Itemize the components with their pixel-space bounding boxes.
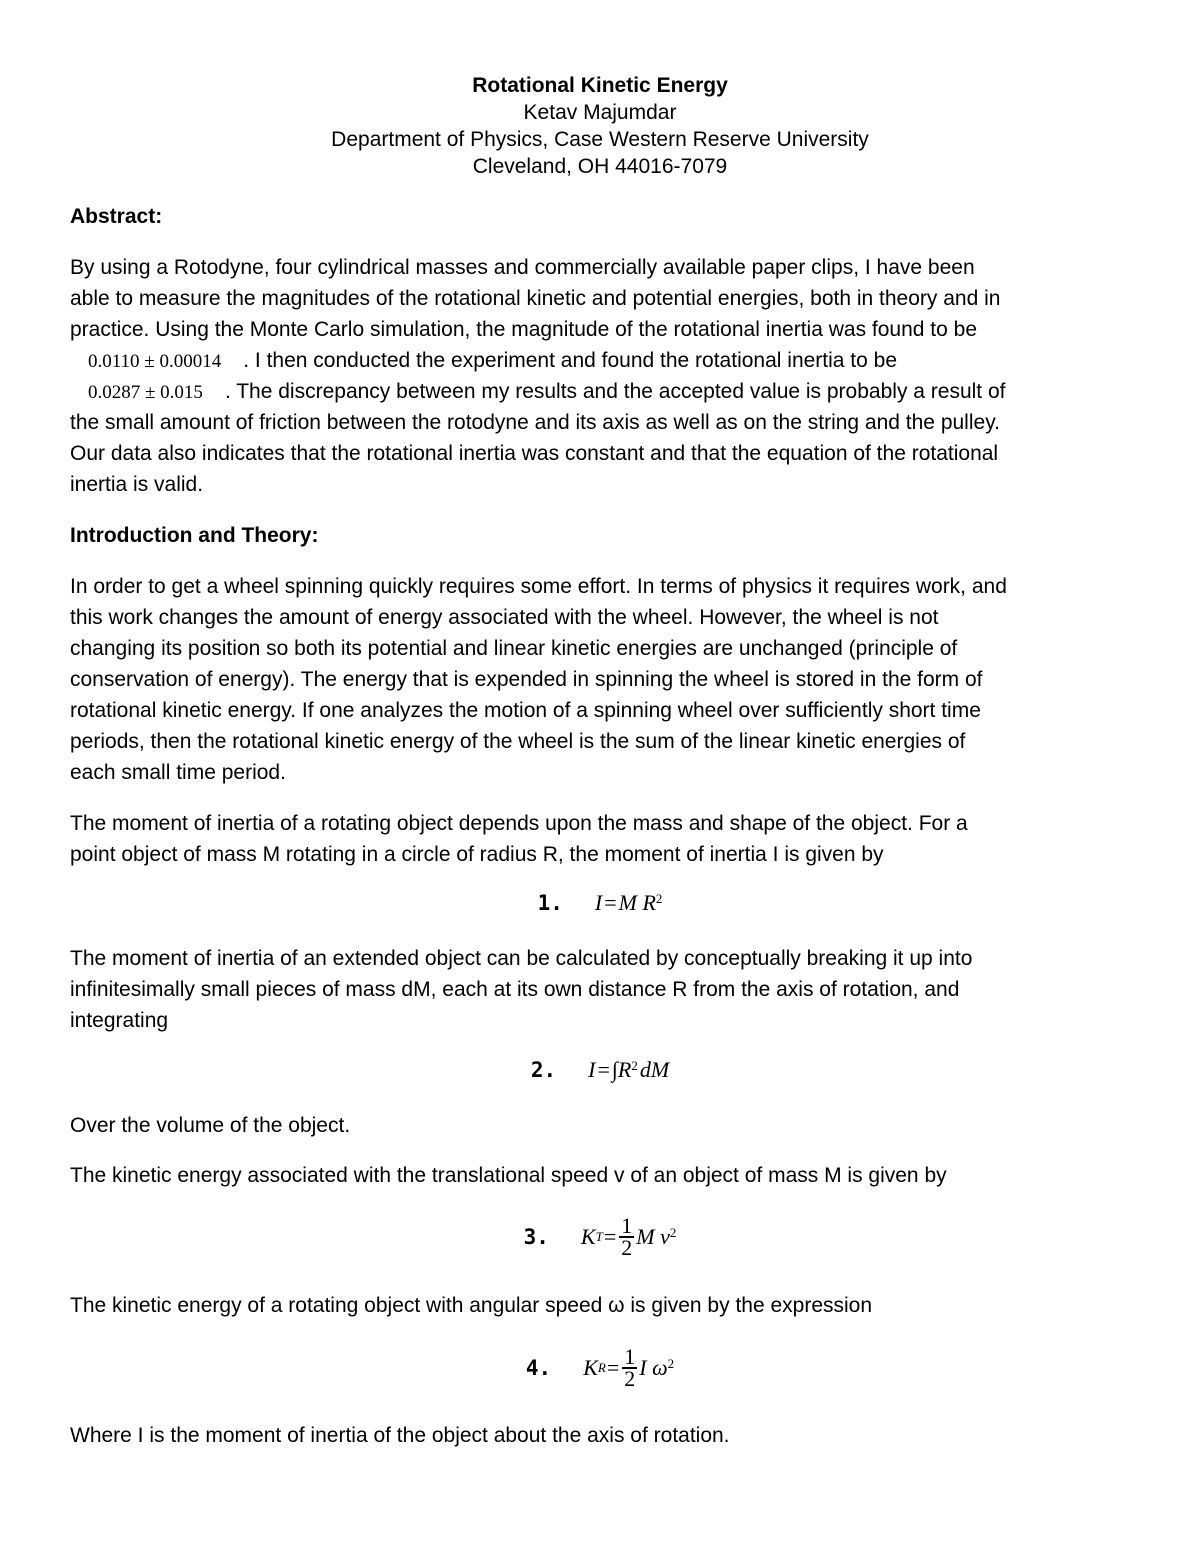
- text-line: periods, then the rotational kinetic energy of the wheel is the sum of the linear kinetic energies of: [70, 730, 966, 753]
- text-line: point object of mass M rotating in a circle of radius R, the moment of inertia I is given by: [70, 843, 884, 866]
- intro-paragraph-1: [70, 571, 1140, 788]
- text-line: The moment of inertia of an extended object can be calculated by conceptually breaking it up into: [70, 947, 973, 970]
- text-line: changing its position so both its potential and linear kinetic energies are unchanged (principle of: [70, 637, 958, 660]
- numerator: 1: [624, 1344, 636, 1369]
- equation-3: [0, 1213, 1200, 1260]
- text-line: By using a Rotodyne, four cylindrical masses and commercially available paper clips, I have been: [70, 256, 975, 279]
- eq-exponent: 2: [669, 1225, 677, 1240]
- equation-number: 1.: [537, 891, 563, 915]
- intro-paragraph-3: [70, 943, 1140, 1036]
- text-line: rotational kinetic energy. If one analyzes the motion of a spinning wheel over sufficiently short time: [70, 699, 981, 722]
- text-line: conservation of energy). The energy that is expended in spinning the wheel is stored in the form of: [70, 668, 983, 691]
- equation-body: [583, 1344, 675, 1391]
- text-line: the small amount of friction between the rotodyne and its axis as well as on the string and the pulley.: [70, 411, 1000, 434]
- theory-value: 0.0110 ± 0.00014: [88, 351, 222, 372]
- equation-body: [588, 1057, 669, 1083]
- eq-symbol: K: [583, 1355, 598, 1380]
- eq-sign: =: [603, 1224, 617, 1249]
- intro-paragraph-6: The kinetic energy of a rotating object with angular speed ω is given by the expression: [70, 1294, 873, 1317]
- numerator: 1: [621, 1213, 633, 1238]
- eq-symbol: M R: [618, 890, 656, 915]
- eq-symbol: I ω: [639, 1355, 668, 1380]
- eq-sign: =: [597, 1057, 610, 1082]
- eq-sign: =: [604, 890, 617, 915]
- equation-4: [0, 1344, 1200, 1391]
- eq-symbol: M v: [636, 1224, 670, 1249]
- eq-subscript: R: [597, 1360, 606, 1375]
- intro-paragraph-2: [70, 808, 1140, 870]
- author-affiliation: Department of Physics, Case Western Reserve University: [331, 128, 869, 151]
- fraction: [619, 1213, 634, 1260]
- eq-subscript: T: [595, 1229, 603, 1244]
- eq-sign: =: [606, 1355, 620, 1380]
- equation-number: 2.: [530, 1058, 557, 1082]
- text-fragment: . I then conducted the experiment and found the rotational inertia to be: [243, 349, 898, 372]
- text-line: The moment of inertia of a rotating object depends upon the mass and shape of the object. For a: [70, 812, 968, 835]
- equation-number: 4.: [525, 1356, 552, 1380]
- equation-body: [580, 1213, 677, 1260]
- eq-symbol: I: [588, 1057, 596, 1082]
- text-line: inertia is valid.: [70, 473, 204, 496]
- text-line: infinitesimally small pieces of mass dM, each at its own distance R from the axis of rotation, and: [70, 978, 960, 1001]
- experiment-value: 0.0287 ± 0.015: [88, 382, 203, 403]
- equation-number: 3.: [523, 1225, 549, 1249]
- equation-body: [595, 890, 663, 916]
- author-location: Cleveland, OH 44016-7079: [472, 155, 728, 178]
- denominator: 2: [621, 1235, 633, 1260]
- paper-title: Rotational Kinetic Energy: [472, 74, 728, 97]
- eq-exponent: 2: [655, 891, 663, 906]
- text-line: [70, 376, 1140, 407]
- abstract-heading: Abstract:: [70, 205, 163, 228]
- eq-exponent: 2: [667, 1356, 675, 1371]
- text-line: this work changes the amount of energy associated with the wheel. However, the wheel is not: [70, 606, 939, 629]
- text-fragment: . The discrepancy between my results and the accepted value is probably a result of: [224, 380, 1006, 403]
- intro-paragraph-7: Where I is the moment of inertia of the object about the axis of rotation.: [70, 1424, 730, 1447]
- text-line: In order to get a wheel spinning quickly requires some effort. In terms of physics it requires work, and: [70, 575, 1007, 598]
- eq-symbol: K: [580, 1224, 596, 1249]
- author-name: Ketav Majumdar: [523, 101, 677, 124]
- text-line: [70, 345, 1140, 376]
- intro-paragraph-5: The kinetic energy associated with the translational speed v of an object of mass M is given by: [70, 1164, 947, 1187]
- eq-exponent: 2: [631, 1058, 638, 1073]
- denominator: 2: [624, 1366, 636, 1391]
- text-line: integrating: [70, 1009, 169, 1032]
- text-line: each small time period.: [70, 761, 286, 784]
- eq-symbol: dM: [639, 1057, 670, 1082]
- eq-symbol: R: [617, 1057, 632, 1082]
- text-line: Our data also indicates that the rotational inertia was constant and that the equation of the rotational: [70, 442, 999, 465]
- fraction: [622, 1344, 637, 1391]
- equation-2: [0, 1057, 1200, 1083]
- eq-symbol: I: [594, 890, 603, 915]
- text-line: practice. Using the Monte Carlo simulation, the magnitude of the rotational inertia was found to be: [70, 318, 978, 341]
- equation-1: [0, 890, 1200, 916]
- intro-paragraph-4: Over the volume of the object.: [70, 1114, 351, 1137]
- abstract-body: [70, 252, 1140, 500]
- intro-heading: Introduction and Theory:: [70, 524, 319, 547]
- integral-sign: ∫: [611, 1057, 618, 1082]
- text-line: able to measure the magnitudes of the rotational kinetic and potential energies, both in theory and in: [70, 287, 1001, 310]
